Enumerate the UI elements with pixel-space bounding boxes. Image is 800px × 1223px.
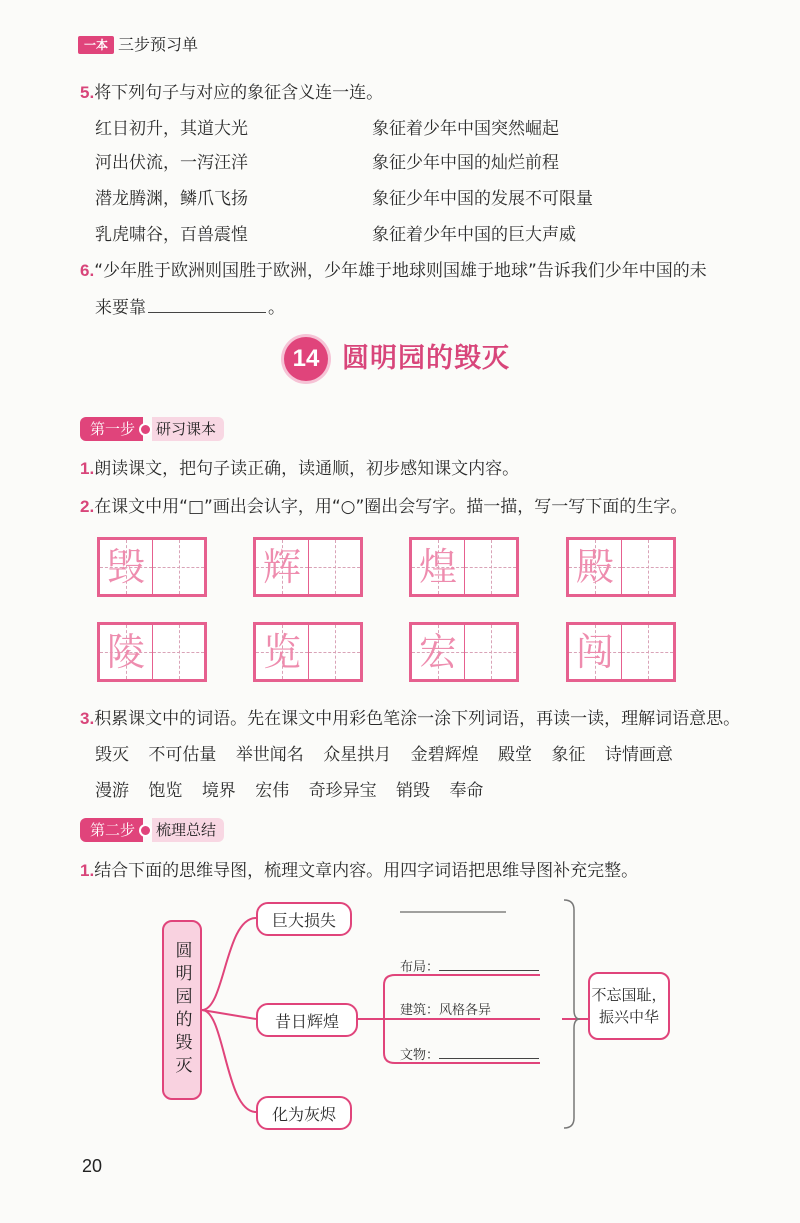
mindmap-theme (588, 972, 670, 1040)
question-text: 来要靠 (95, 298, 146, 318)
match-right-2: 象征少年中国的灿烂前程 (372, 153, 559, 173)
page-number: 20 (82, 1156, 103, 1176)
vocab-word: 众星拱月 (323, 745, 392, 765)
vocab-word: 殿堂 (498, 745, 533, 765)
vocab-word: 金碧辉煌 (410, 745, 479, 765)
question-text: 在课文中用“□”画出会认字，用“○”圈出会写字。描一描，写一写下面的生字。 (94, 497, 688, 517)
step-title: 梳理总结 (152, 818, 224, 842)
vocab-word: 饱览 (148, 781, 183, 801)
step-label: 第二步 (80, 818, 143, 842)
question-text: 朗读课文，把句子读正确，读通顺，初步感知课文内容。 (94, 459, 520, 479)
answer-blank[interactable] (439, 957, 539, 971)
mindmap-node-loss: 巨大损失 (256, 902, 352, 936)
trace-character: 辉 (262, 545, 301, 589)
question-text: 结合下面的思维导图，梳理文章内容。用四字词语把思维导图补充完整。 (94, 861, 639, 881)
trace-character: 宏 (418, 630, 457, 674)
mindmap-root-label: 圆明园的毁灭 (171, 941, 192, 1079)
match-right-4: 象征着少年中国的巨大声威 (372, 225, 576, 245)
trace-character: 览 (262, 630, 301, 674)
vocab-word: 诗情画意 (604, 745, 673, 765)
mindmap-root (162, 920, 202, 1100)
step-title: 研习课本 (152, 417, 224, 441)
vocab-word: 举世闻名 (235, 745, 304, 765)
question-text: 积累课文中的词语。先在课文中用彩色笔涂一涂下列词语，再读一读，理解词语意思。 (94, 709, 741, 729)
trace-character: 煌 (418, 545, 457, 589)
question-number: 2. (80, 497, 95, 516)
vocab-word: 宏伟 (255, 781, 290, 801)
step-label: 第一步 (80, 417, 143, 441)
mindmap-sub-architecture: 建筑：风格各异 (400, 1003, 492, 1018)
lesson-title: 圆明园的毁灭 (342, 343, 510, 374)
lesson-number-badge: 14 (284, 337, 328, 381)
match-right-1: 象征着少年中国突然崛起 (372, 119, 559, 139)
vocab-word: 境界 (201, 781, 236, 801)
answer-blank[interactable] (439, 1045, 539, 1059)
match-left-4: 乳虎啸谷，百兽震惶 (95, 225, 248, 245)
mindmap-node-ashes: 化为灰烬 (256, 1096, 352, 1130)
question-number: 1. (80, 459, 95, 478)
question-number: 5. (80, 83, 95, 102)
trace-character: 殿 (575, 545, 614, 589)
question-number: 3. (80, 709, 95, 728)
vocab-word: 毁灭 (95, 745, 129, 765)
vocab-word: 奇珍异宝 (308, 781, 377, 801)
question-text: “少年胜于欧洲则国胜于欧洲，少年雄于地球则国雄于地球”告诉我们少年中国的未 (94, 261, 707, 281)
sub-label: 布局： (400, 960, 440, 975)
trace-character: 陵 (106, 630, 145, 674)
vocab-word: 不可估量 (148, 745, 217, 765)
match-left-2: 河出伏流，一泻汪洋 (95, 153, 248, 173)
mindmap-sub-relics (400, 1044, 539, 1063)
trace-character: 闯 (575, 630, 614, 674)
vocab-word: 象征 (551, 745, 586, 765)
match-right-3: 象征少年中国的发展不可限量 (372, 189, 593, 209)
question-number: 1. (80, 861, 95, 880)
question-text: 将下列句子与对应的象征含义连一连。 (94, 83, 384, 103)
question-number: 6. (80, 261, 95, 280)
theme-line-1: 不忘国耻， (591, 986, 667, 1004)
brand-logo: 一本 (78, 36, 114, 54)
vocab-word: 奉命 (449, 781, 484, 801)
question-text: 。 (268, 298, 285, 318)
mindmap-node-glory: 昔日辉煌 (256, 1003, 358, 1037)
vocab-word: 销毁 (396, 781, 431, 801)
series-title: 三步预习单 (118, 35, 199, 54)
theme-line-2: 振兴中华 (598, 1008, 659, 1026)
match-left-1: 红日初升，其道大光 (95, 119, 248, 139)
vocab-word: 漫游 (95, 781, 129, 801)
trace-character: 毁 (106, 545, 145, 589)
sub-label: 文物： (400, 1048, 440, 1063)
match-left-3: 潜龙腾渊，鳞爪飞扬 (95, 189, 248, 209)
mindmap-sub-layout (400, 956, 539, 975)
